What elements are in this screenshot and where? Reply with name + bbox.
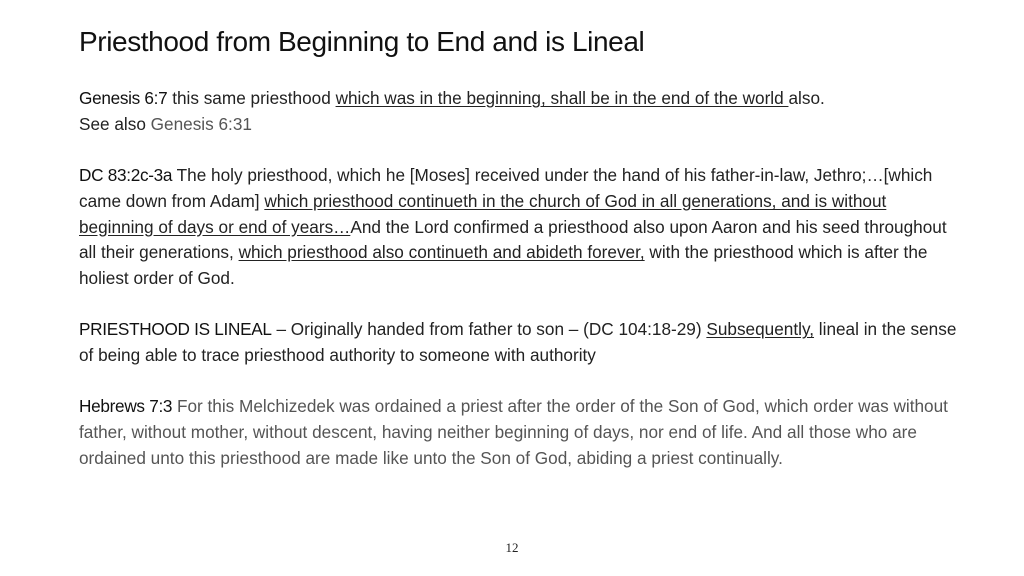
text: And the Lord confirmed a priesthood also upon Aaron and his seed throughout all their generations,	[79, 216, 947, 263]
scripture-ref: Genesis 6:7	[79, 88, 168, 108]
underlined-text: which was in the beginning, shall be in the end of the world	[335, 88, 789, 108]
cross-ref: Genesis 6:31	[150, 113, 252, 134]
paragraph-hebrews	[79, 394, 959, 471]
text: this same priesthood	[167, 88, 336, 108]
text: lineal in the sense of being able to trace priesthood authority to someone with authority	[79, 319, 957, 365]
scripture-ref: Hebrews 7:3	[79, 396, 173, 417]
text: See also	[79, 113, 151, 134]
paragraph-lineal	[79, 317, 959, 368]
text: also.	[788, 88, 825, 108]
slide-body	[79, 86, 959, 497]
text: The holy priesthood, which he [Moses] received under the hand of his father-in-law, Jethro;…[which came down from Adam]	[79, 165, 933, 211]
text: – Originally handed from father to son – (DC 104:18-29)	[271, 319, 707, 340]
underlined-text: Subsequently,	[706, 319, 815, 340]
paragraph-genesis	[79, 86, 959, 137]
text: with the priesthood which is after the holiest order of God.	[79, 242, 928, 288]
paragraph-dc83	[79, 163, 959, 292]
underlined-text: which priesthood also continueth and abideth forever,	[238, 242, 645, 263]
slide-title: Priesthood from Beginning to End and is Lineal	[79, 26, 645, 57]
scripture-ref: DC 83:2c-3a	[79, 165, 173, 186]
underlined-text: which priesthood continueth in the church of God in all generations, and is without beginning of days or end of years…	[79, 190, 887, 237]
page-number: 12	[505, 540, 519, 555]
text: For this Melchizedek was ordained a priest after the order of the Son of God, which order was without father, without mother, without descent, having neither beginning of days, nor end of life. And all those who are ordained unto this priesthood are made like unto the Son of God, abiding a priest continually.	[79, 396, 948, 468]
section-label: PRIESTHOOD IS LINEAL	[79, 319, 272, 340]
